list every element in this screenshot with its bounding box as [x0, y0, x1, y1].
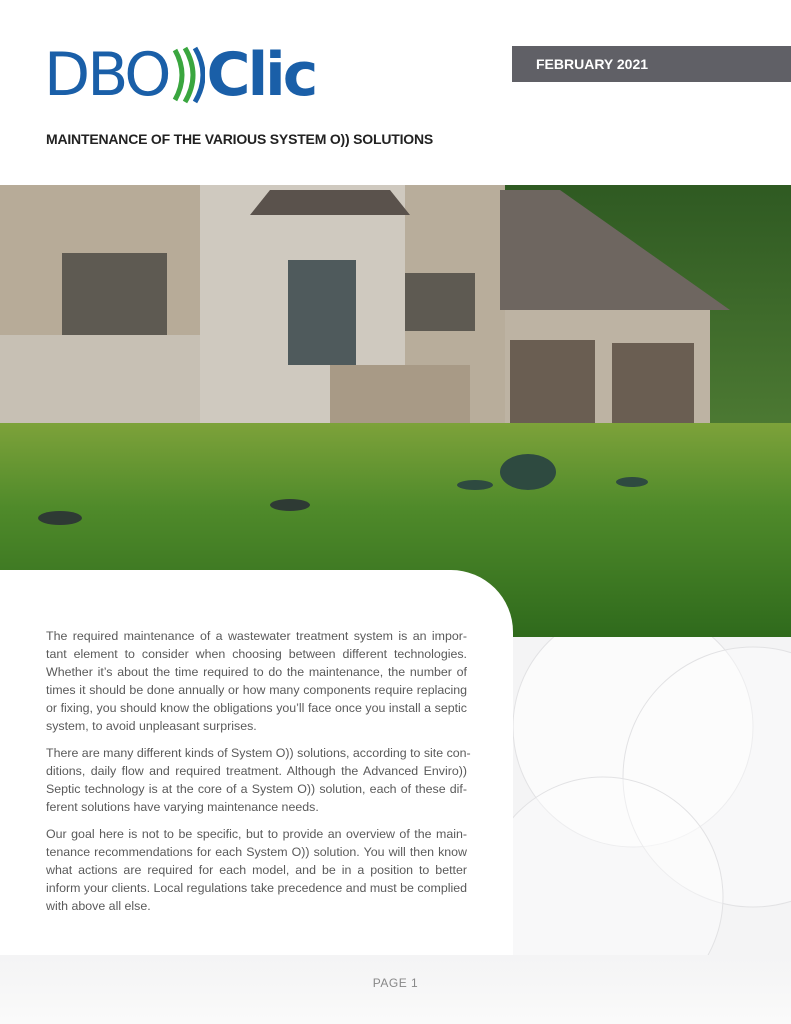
issue-date: FEBRUARY 2021 [536, 56, 649, 72]
paragraph-3 [46, 825, 467, 915]
text-line: tenance recommendations for each System O)) solution. You will then know [46, 845, 467, 859]
text-line: Whether it’s about the time required to do the maintenance, the number of [46, 665, 467, 679]
article-body [46, 627, 471, 924]
page-number: PAGE 1 [372, 976, 419, 990]
dboclic-logo [44, 40, 316, 110]
text-line: system, to avoid unpleasant surprises. [46, 719, 257, 733]
decorative-circles [513, 637, 791, 967]
text-line: what actions are required for each model, and be in a position to better [46, 863, 467, 877]
text-line: Septic technology is at the core of a System O)) solution, each of these dif- [46, 782, 467, 796]
text-line: or fixing, you should know the obligations you’ll face once you install a septic [46, 701, 467, 715]
logo-text-dbo: DBO [44, 40, 169, 110]
text-line: There are many different kinds of System O)) solutions, according to site con- [46, 746, 471, 760]
text-line: inform your clients. Local regulations take precedence and must be complied [46, 881, 467, 895]
text-line: ditions, daily flow and required treatment. Although the Advanced Enviro)) [46, 764, 467, 778]
logo-text-clic: Clic [206, 40, 316, 110]
paragraph-1 [46, 627, 467, 735]
text-line: The required maintenance of a wastewater treatment system is an impor- [46, 629, 467, 643]
date-banner [512, 46, 791, 82]
sound-waves-icon [171, 46, 205, 104]
text-line: tant element to consider when choosing between different technologies. [46, 647, 467, 661]
text-line: times it should be done annually or how many components require replacing [46, 683, 467, 697]
page-title: MAINTENANCE OF THE VARIOUS SYSTEM O)) SOLUTIONS [46, 131, 434, 147]
text-line: with above all else. [46, 899, 151, 913]
text-line: Our goal here is not to be specific, but to provide an overview of the main- [46, 827, 467, 841]
paragraph-2 [46, 744, 471, 816]
text-line: ferent solutions have varying maintenance needs. [46, 800, 319, 814]
